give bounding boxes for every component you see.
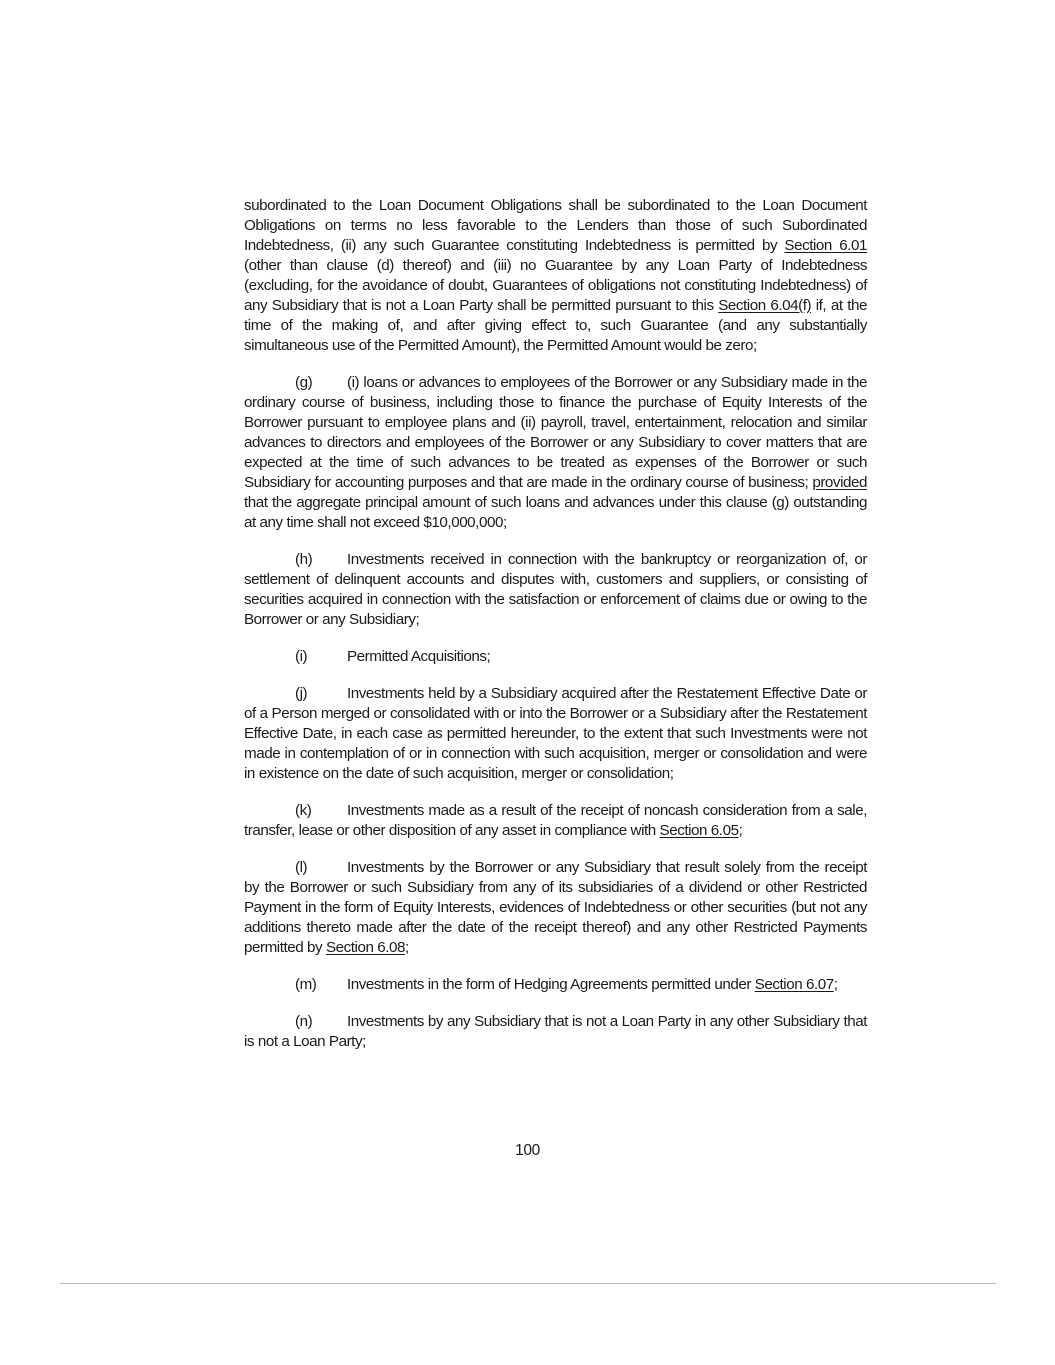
clause-h-paragraph [244,550,867,630]
text-run: (other than clause (d) thereof) and (iii) no Guarantee by any Loan Party of Indebtedness (excluding, for the avoidance of doubt, Guarantees of obligations not constituting Indebtedness) of any Subsidiary that is not a Loan Party shall be permitted pursuant to this [244,257,867,314]
text-run: Permitted Acquisitions; [347,648,491,665]
text-run: Investments by any Subsidiary that is not a Loan Party in any other Subsidiary that is not a Loan Party; [244,1013,867,1050]
clause-label: (g) [295,374,313,391]
section-reference: Section 6.05 [659,822,739,839]
section-reference: Section 6.08 [325,939,405,956]
clause-label: (n) [295,1013,313,1030]
clause-g-paragraph [244,373,867,533]
clause-n-paragraph [244,1012,867,1052]
text-run: (i) loans or advances to employees of the Borrower or any Subsidiary made in the ordinary course of business, including those to finance the purchase of Equity Interests of the Borrower pursuant to employee plans and (ii) payroll, travel, entertainment, relocation and similar advances to directors and employees of the Borrower or any Subsidiary to cover matters that are expected at the time of such advances to be treated as expenses of the Borrower or such Subsidiary for accounting purposes and that are made in the ordinary course of business; [244,374,867,491]
clause-label: (m) [295,976,317,993]
clause-label: (j) [295,685,308,702]
text-run: Investments made as a result of the receipt of noncash consideration from a sale, transfer, lease or other disposition of any asset in compliance with [244,802,867,839]
clause-k-paragraph [244,801,867,841]
text-run: ; [405,939,409,956]
section-reference: Section 6.01 [784,237,867,254]
text-run: Investments in the form of Hedging Agreements permitted under [347,976,755,993]
proviso-term: provided [812,474,867,491]
clause-label: (l) [295,859,308,876]
clause-j-paragraph [244,684,867,784]
text-run: if, at the time of the making of, and after giving effect to, such Guarantee (and any substantially simultaneous use of the Permitted Amount), the Permitted Amount would be zero; [244,297,867,354]
document-body [244,196,867,1069]
text-run: that the aggregate principal amount of such loans and advances under this clause (g) outstanding at any time shall not exceed $10,000,000; [244,494,867,531]
clause-label: (h) [295,551,313,568]
page-divider [60,1283,996,1284]
text-run: ; [738,822,743,839]
text-run: ; [833,976,838,993]
clause-label: (i) [295,648,308,665]
page-number: 100 [515,1142,540,1159]
clause-label: (k) [295,802,312,819]
text-run: Investments received in connection with the bankruptcy or reorganization of, or settlement of delinquent accounts and disputes with, customers and suppliers, or consisting of securities acquired in connection with the satisfaction or enforcement of claims due or owing to the Borrower or any Subsidiary; [244,551,867,628]
text-run: Investments by the Borrower or any Subsidiary that result solely from the receipt by the Borrower or such Subsidiary from any of its subsidiaries of a dividend or other Restricted Payment in the form of Equity Interests, evidences of Indebtedness or other securities (but not any additions thereto made after the date of the receipt thereof) and any other Restricted Payments permitted by [244,859,867,956]
text-run: Investments held by a Subsidiary acquired after the Restatement Effective Date or of a Person merged or consolidated with or into the Borrower or a Subsidiary after the Restatement Effective Date, in each case as permitted hereunder, to the extent that such Investments were not made in contemplation of or in connection with such acquisition, merger or consolidation and were in existence on the date of such acquisition, merger or consolidation; [244,685,867,782]
continuation-paragraph [244,196,867,356]
clause-m-paragraph [244,975,867,995]
section-reference: Section 6.04(f) [718,297,812,314]
text-run: subordinated to the Loan Document Obligations shall be subordinated to the Loan Document Obligations on terms no less favorable to the Lenders than those of such Subordinated Indebtedness, (ii) any such Guarantee constituting Indebtedness is permitted by [244,197,867,254]
clause-l-paragraph [244,858,867,958]
clause-i-paragraph [244,647,867,667]
section-reference: Section 6.07 [754,976,834,993]
